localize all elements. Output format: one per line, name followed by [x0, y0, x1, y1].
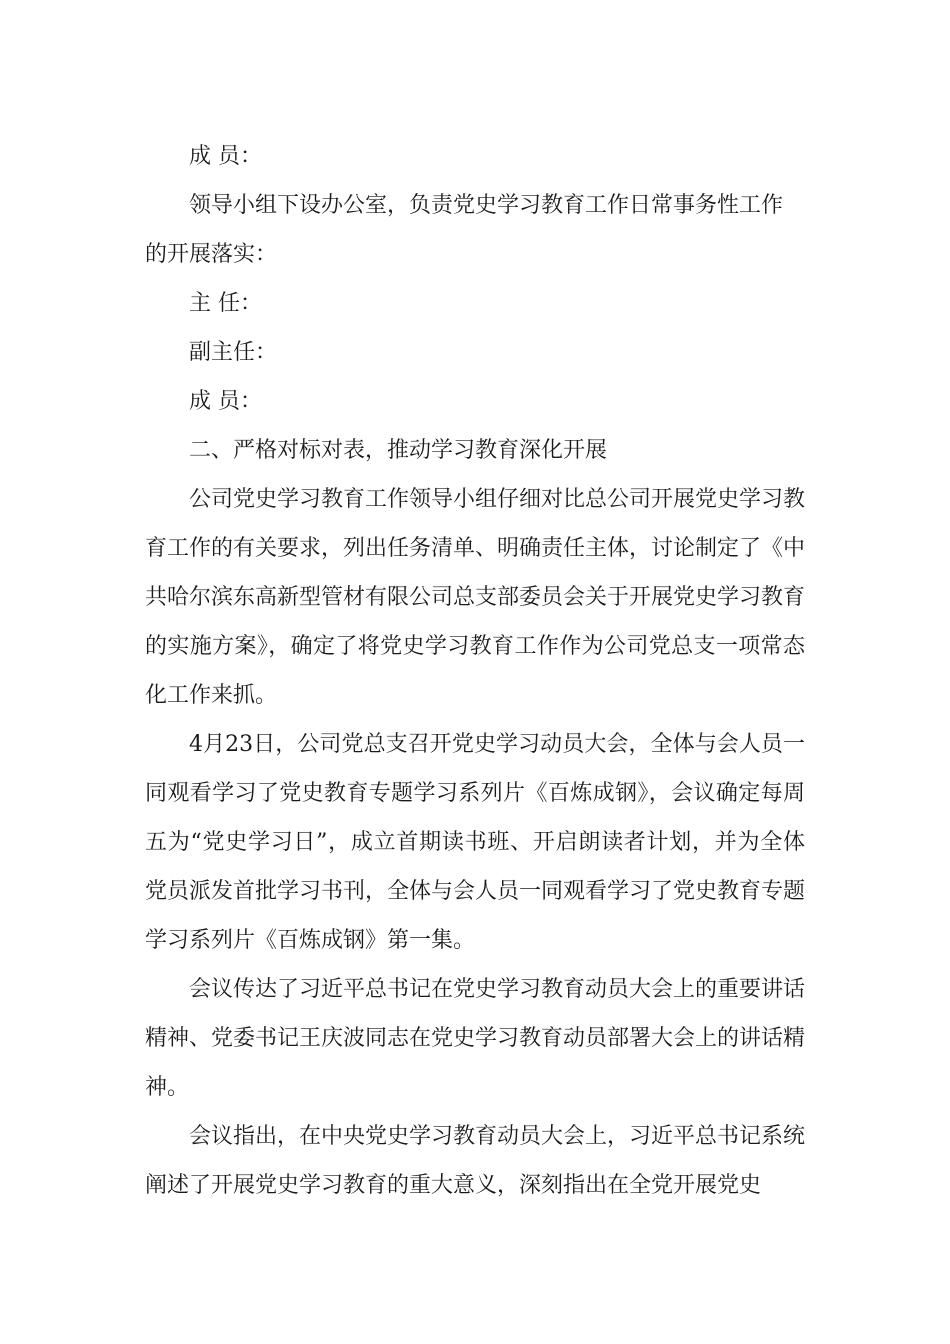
paragraph-mobilization-meeting: 4月23日，公司党总支召开党史学习动员大会，全体与会人员一同观看学习了党史教育专题学习系列片《百炼成钢》，会议确定每周五为“党史学习日”，成立首期读书班、开启朗读者计划，并为全体党员派发首批学习书刊，全体与会人员一同观看学习了党史教育专题学习系列片《百炼成钢》第一集。 [145, 732, 806, 953]
office-members-line: 成 员： [189, 389, 262, 414]
director-line: 主 任： [189, 291, 262, 316]
office-line-continued: 的开展落实： [145, 242, 278, 267]
section-heading: 二、严格对标对表，推动学习教育深化开展 [189, 438, 608, 463]
paragraph-speech-relay: 会议传达了习近平总书记在党史学习教育动员大会上的重要讲话精神、党委书记王庆波同志在党史学习教育动员部署大会上的讲话精神。 [145, 977, 806, 1100]
deputy-director-line: 副主任： [189, 340, 278, 365]
document-body [145, 132, 805, 1210]
members-line: 成 员： [189, 144, 262, 169]
office-line: 领导小组下设办公室，负责党史学习教育工作日常事务性工作 [189, 193, 784, 218]
paragraph-implementation-plan: 公司党史学习教育工作领导小组仔细对比总公司开展党史学习教育工作的有关要求，列出任务清单、明确责任主体，讨论制定了《中共哈尔滨东高新型管材有限公司总支部委员会关于开展党史学习教育的实施方案》，确定了将党史学习教育工作作为公司党总支一项常态化工作来抓。 [145, 487, 806, 708]
paragraph-meeting-points: 会议指出，在中央党史学习教育动员大会上，习近平总书记系统阐述了开展党史学习教育的重大意义，深刻指出在全党开展党史 [145, 1124, 806, 1198]
